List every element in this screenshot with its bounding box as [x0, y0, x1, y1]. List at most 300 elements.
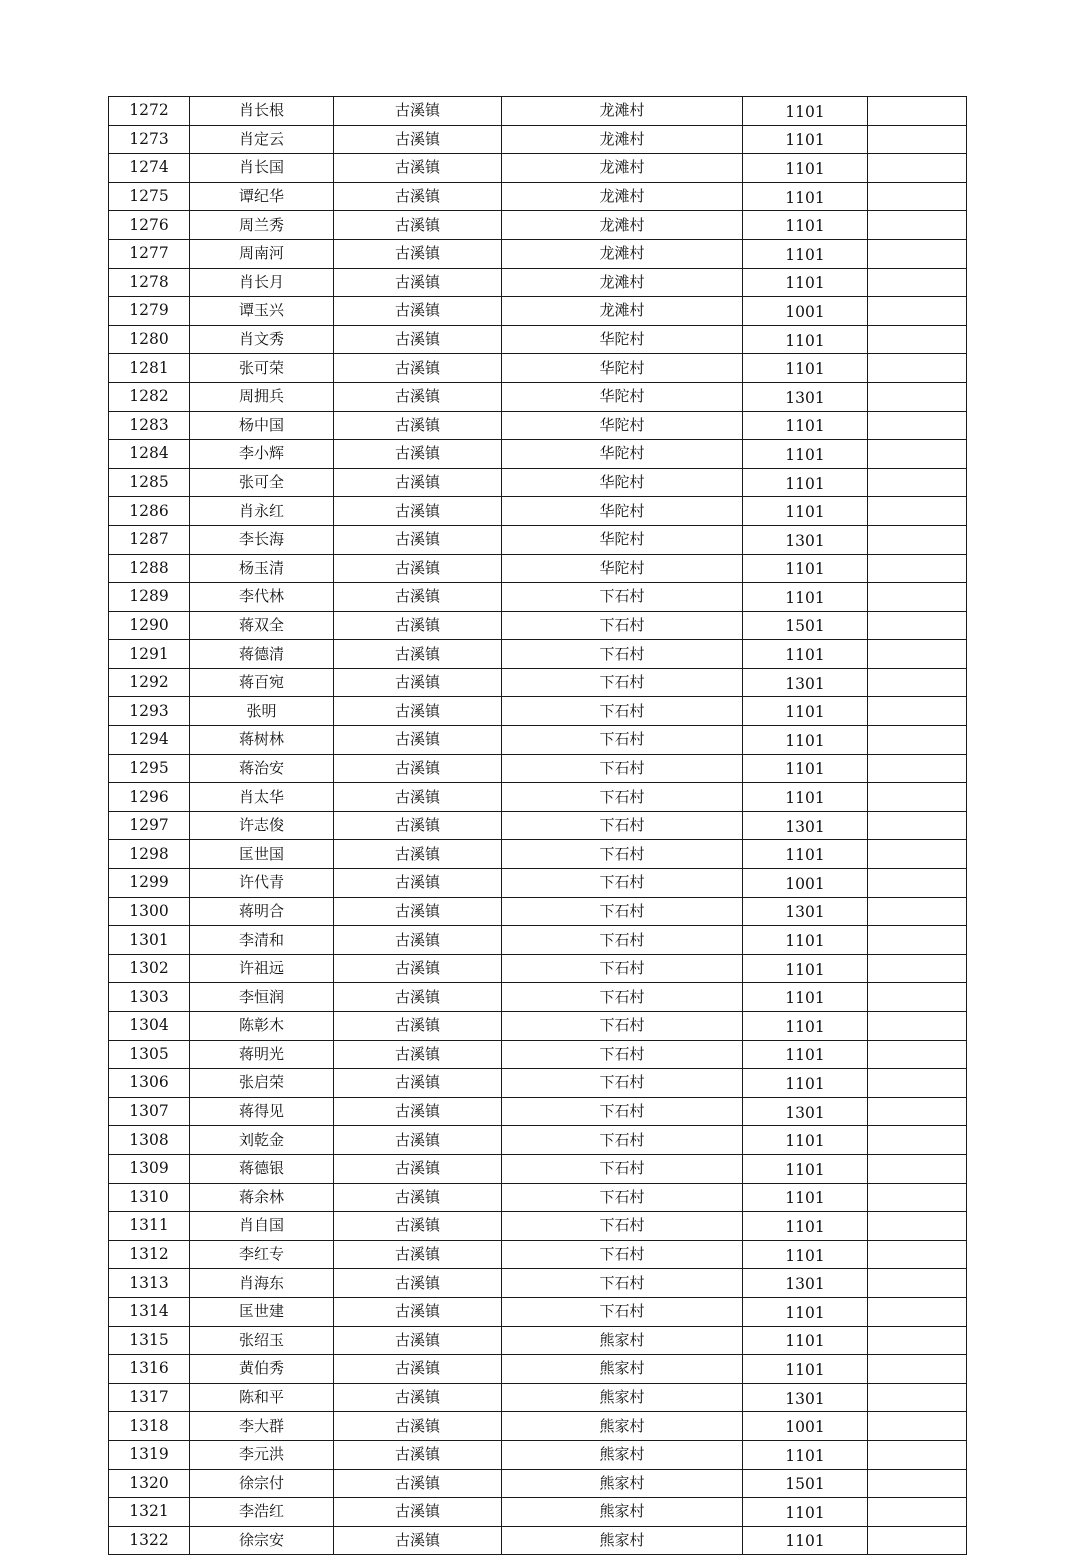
cell-seq: 1303 [109, 983, 190, 1012]
cell-name: 匡世国 [190, 840, 334, 869]
cell-name: 肖太华 [190, 783, 334, 812]
table-row [109, 1183, 967, 1212]
cell-seq: 1297 [109, 811, 190, 840]
cell-code: 1101 [743, 754, 868, 783]
cell-seq: 1299 [109, 869, 190, 898]
cell-town: 古溪镇 [334, 1240, 502, 1269]
cell-village: 下石村 [502, 1154, 743, 1183]
cell-town: 古溪镇 [334, 811, 502, 840]
cell-village: 熊家村 [502, 1469, 743, 1498]
cell-code: 1101 [743, 1212, 868, 1241]
cell-seq: 1294 [109, 726, 190, 755]
cell-note [868, 1212, 967, 1241]
cell-code: 1101 [743, 1126, 868, 1155]
cell-note [868, 297, 967, 326]
cell-village: 熊家村 [502, 1355, 743, 1384]
table-row [109, 1097, 967, 1126]
cell-note [868, 1069, 967, 1098]
cell-code: 1101 [743, 1326, 868, 1355]
cell-seq: 1296 [109, 783, 190, 812]
cell-village: 下石村 [502, 897, 743, 926]
table-row [109, 325, 967, 354]
cell-note [868, 1040, 967, 1069]
cell-code: 1101 [743, 440, 868, 469]
cell-code: 1001 [743, 1412, 868, 1441]
cell-name: 蒋明光 [190, 1040, 334, 1069]
cell-town: 古溪镇 [334, 1069, 502, 1098]
cell-code: 1001 [743, 869, 868, 898]
table-row [109, 726, 967, 755]
cell-name: 肖文秀 [190, 325, 334, 354]
cell-seq: 1276 [109, 211, 190, 240]
cell-seq: 1272 [109, 97, 190, 126]
cell-name: 杨玉清 [190, 554, 334, 583]
cell-name: 蒋德清 [190, 640, 334, 669]
cell-code: 1101 [743, 268, 868, 297]
cell-code: 1101 [743, 211, 868, 240]
cell-code: 1101 [743, 1440, 868, 1469]
cell-name: 李大群 [190, 1412, 334, 1441]
cell-name: 蒋树林 [190, 726, 334, 755]
cell-note [868, 1326, 967, 1355]
cell-note [868, 1469, 967, 1498]
cell-name: 蒋余林 [190, 1183, 334, 1212]
table-row [109, 1040, 967, 1069]
cell-village: 华陀村 [502, 382, 743, 411]
table-row [109, 897, 967, 926]
cell-town: 古溪镇 [334, 1526, 502, 1555]
cell-town: 古溪镇 [334, 1383, 502, 1412]
cell-town: 古溪镇 [334, 125, 502, 154]
table-row [109, 811, 967, 840]
cell-code: 1101 [743, 554, 868, 583]
cell-village: 熊家村 [502, 1526, 743, 1555]
cell-name: 肖长月 [190, 268, 334, 297]
cell-seq: 1283 [109, 411, 190, 440]
cell-seq: 1306 [109, 1069, 190, 1098]
cell-note [868, 268, 967, 297]
cell-note [868, 211, 967, 240]
cell-village: 华陀村 [502, 354, 743, 383]
cell-code: 1101 [743, 840, 868, 869]
cell-name: 张可荣 [190, 354, 334, 383]
cell-name: 陈彰木 [190, 1012, 334, 1041]
cell-code: 1101 [743, 1297, 868, 1326]
cell-note [868, 640, 967, 669]
table-row [109, 468, 967, 497]
cell-name: 肖定云 [190, 125, 334, 154]
cell-code: 1101 [743, 640, 868, 669]
cell-code: 1101 [743, 1498, 868, 1527]
cell-code: 1101 [743, 926, 868, 955]
cell-note [868, 411, 967, 440]
cell-village: 龙滩村 [502, 182, 743, 211]
table-row [109, 1269, 967, 1298]
cell-name: 肖自国 [190, 1212, 334, 1241]
table-row [109, 354, 967, 383]
cell-code: 1301 [743, 1269, 868, 1298]
cell-code: 1101 [743, 1012, 868, 1041]
cell-name: 蒋百宛 [190, 668, 334, 697]
cell-note [868, 811, 967, 840]
cell-village: 下石村 [502, 1012, 743, 1041]
table-row [109, 97, 967, 126]
cell-town: 古溪镇 [334, 211, 502, 240]
cell-village: 华陀村 [502, 525, 743, 554]
cell-town: 古溪镇 [334, 268, 502, 297]
cell-name: 许祖远 [190, 954, 334, 983]
table-row [109, 840, 967, 869]
cell-seq: 1286 [109, 497, 190, 526]
table-row [109, 1297, 967, 1326]
cell-seq: 1288 [109, 554, 190, 583]
table-row [109, 1126, 967, 1155]
cell-town: 古溪镇 [334, 983, 502, 1012]
cell-note [868, 1154, 967, 1183]
cell-note [868, 611, 967, 640]
cell-village: 龙滩村 [502, 211, 743, 240]
table-row [109, 182, 967, 211]
cell-code: 1101 [743, 1154, 868, 1183]
cell-town: 古溪镇 [334, 1012, 502, 1041]
table-row [109, 1012, 967, 1041]
cell-village: 下石村 [502, 754, 743, 783]
table-row [109, 983, 967, 1012]
cell-code: 1101 [743, 1040, 868, 1069]
cell-code: 1001 [743, 297, 868, 326]
cell-village: 下石村 [502, 726, 743, 755]
cell-name: 杨中国 [190, 411, 334, 440]
table-row [109, 411, 967, 440]
cell-village: 下石村 [502, 811, 743, 840]
cell-code: 1101 [743, 583, 868, 612]
cell-code: 1301 [743, 897, 868, 926]
cell-note [868, 1526, 967, 1555]
cell-seq: 1319 [109, 1440, 190, 1469]
cell-name: 肖海东 [190, 1269, 334, 1298]
cell-village: 龙滩村 [502, 154, 743, 183]
cell-code: 1301 [743, 525, 868, 554]
cell-code: 1101 [743, 983, 868, 1012]
cell-village: 熊家村 [502, 1326, 743, 1355]
cell-village: 下石村 [502, 926, 743, 955]
cell-village: 华陀村 [502, 440, 743, 469]
cell-note [868, 125, 967, 154]
cell-code: 1101 [743, 726, 868, 755]
cell-code: 1101 [743, 468, 868, 497]
cell-seq: 1287 [109, 525, 190, 554]
cell-village: 下石村 [502, 869, 743, 898]
cell-town: 古溪镇 [334, 354, 502, 383]
cell-code: 1101 [743, 154, 868, 183]
table-row [109, 1326, 967, 1355]
cell-name: 蒋得见 [190, 1097, 334, 1126]
cell-village: 下石村 [502, 668, 743, 697]
cell-village: 下石村 [502, 583, 743, 612]
cell-note [868, 869, 967, 898]
cell-village: 华陀村 [502, 497, 743, 526]
cell-seq: 1314 [109, 1297, 190, 1326]
table-row [109, 125, 967, 154]
cell-seq: 1282 [109, 382, 190, 411]
cell-seq: 1321 [109, 1498, 190, 1527]
cell-note [868, 1383, 967, 1412]
cell-note [868, 954, 967, 983]
table-row [109, 954, 967, 983]
cell-name: 许代青 [190, 869, 334, 898]
cell-note [868, 668, 967, 697]
cell-town: 古溪镇 [334, 1212, 502, 1241]
cell-village: 下石村 [502, 640, 743, 669]
cell-town: 古溪镇 [334, 382, 502, 411]
cell-code: 1301 [743, 382, 868, 411]
cell-note [868, 583, 967, 612]
cell-seq: 1302 [109, 954, 190, 983]
cell-town: 古溪镇 [334, 1469, 502, 1498]
cell-town: 古溪镇 [334, 1355, 502, 1384]
cell-town: 古溪镇 [334, 497, 502, 526]
cell-town: 古溪镇 [334, 525, 502, 554]
table-row [109, 211, 967, 240]
cell-name: 肖长根 [190, 97, 334, 126]
cell-seq: 1308 [109, 1126, 190, 1155]
cell-note [868, 1498, 967, 1527]
cell-note [868, 926, 967, 955]
cell-seq: 1293 [109, 697, 190, 726]
cell-village: 下石村 [502, 1297, 743, 1326]
cell-code: 1501 [743, 1469, 868, 1498]
cell-seq: 1312 [109, 1240, 190, 1269]
cell-name: 张启荣 [190, 1069, 334, 1098]
cell-note [868, 239, 967, 268]
table-row [109, 1498, 967, 1527]
cell-code: 1501 [743, 611, 868, 640]
table-row [109, 497, 967, 526]
cell-note [868, 440, 967, 469]
cell-village: 下石村 [502, 954, 743, 983]
cell-name: 李红专 [190, 1240, 334, 1269]
cell-note [868, 1126, 967, 1155]
cell-town: 古溪镇 [334, 154, 502, 183]
cell-note [868, 897, 967, 926]
cell-name: 张可全 [190, 468, 334, 497]
table-row [109, 583, 967, 612]
cell-name: 蒋明合 [190, 897, 334, 926]
table-row [109, 1154, 967, 1183]
cell-note [868, 1412, 967, 1441]
table-row [109, 697, 967, 726]
cell-town: 古溪镇 [334, 840, 502, 869]
cell-village: 下石村 [502, 1212, 743, 1241]
cell-seq: 1316 [109, 1355, 190, 1384]
cell-note [868, 97, 967, 126]
cell-town: 古溪镇 [334, 583, 502, 612]
cell-town: 古溪镇 [334, 1183, 502, 1212]
cell-name: 李元洪 [190, 1440, 334, 1469]
cell-name: 张明 [190, 697, 334, 726]
cell-town: 古溪镇 [334, 1412, 502, 1441]
cell-seq: 1315 [109, 1326, 190, 1355]
cell-village: 华陀村 [502, 468, 743, 497]
cell-town: 古溪镇 [334, 1040, 502, 1069]
cell-town: 古溪镇 [334, 726, 502, 755]
cell-seq: 1300 [109, 897, 190, 926]
cell-town: 古溪镇 [334, 897, 502, 926]
cell-town: 古溪镇 [334, 97, 502, 126]
cell-code: 1101 [743, 1355, 868, 1384]
cell-note [868, 840, 967, 869]
cell-village: 华陀村 [502, 411, 743, 440]
cell-village: 熊家村 [502, 1440, 743, 1469]
cell-village: 龙滩村 [502, 297, 743, 326]
cell-note [868, 1440, 967, 1469]
cell-seq: 1301 [109, 926, 190, 955]
cell-village: 熊家村 [502, 1498, 743, 1527]
cell-seq: 1291 [109, 640, 190, 669]
cell-name: 张绍玉 [190, 1326, 334, 1355]
cell-name: 黄伯秀 [190, 1355, 334, 1384]
cell-town: 古溪镇 [334, 1097, 502, 1126]
cell-seq: 1311 [109, 1212, 190, 1241]
cell-note [868, 1183, 967, 1212]
cell-town: 古溪镇 [334, 640, 502, 669]
cell-name: 徐宗付 [190, 1469, 334, 1498]
cell-name: 蒋治安 [190, 754, 334, 783]
cell-name: 李长海 [190, 525, 334, 554]
table-row [109, 754, 967, 783]
cell-seq: 1307 [109, 1097, 190, 1126]
cell-village: 下石村 [502, 983, 743, 1012]
cell-code: 1301 [743, 668, 868, 697]
cell-village: 熊家村 [502, 1383, 743, 1412]
cell-seq: 1292 [109, 668, 190, 697]
cell-code: 1101 [743, 1183, 868, 1212]
cell-code: 1101 [743, 325, 868, 354]
cell-note [868, 182, 967, 211]
table-row [109, 1212, 967, 1241]
cell-village: 下石村 [502, 1040, 743, 1069]
cell-village: 下石村 [502, 1240, 743, 1269]
table-row [109, 1355, 967, 1384]
cell-seq: 1304 [109, 1012, 190, 1041]
cell-town: 古溪镇 [334, 783, 502, 812]
cell-note [868, 1355, 967, 1384]
cell-seq: 1298 [109, 840, 190, 869]
cell-village: 龙滩村 [502, 97, 743, 126]
cell-village: 龙滩村 [502, 125, 743, 154]
cell-village: 华陀村 [502, 554, 743, 583]
cell-seq: 1279 [109, 297, 190, 326]
cell-seq: 1290 [109, 611, 190, 640]
cell-town: 古溪镇 [334, 1297, 502, 1326]
cell-seq: 1305 [109, 1040, 190, 1069]
cell-village: 熊家村 [502, 1412, 743, 1441]
cell-village: 龙滩村 [502, 239, 743, 268]
cell-name: 李浩红 [190, 1498, 334, 1527]
cell-code: 1301 [743, 1097, 868, 1126]
table-row [109, 1412, 967, 1441]
cell-note [868, 354, 967, 383]
register-table-body [109, 97, 967, 1555]
cell-town: 古溪镇 [334, 411, 502, 440]
cell-code: 1101 [743, 497, 868, 526]
cell-seq: 1309 [109, 1154, 190, 1183]
cell-town: 古溪镇 [334, 1154, 502, 1183]
cell-town: 古溪镇 [334, 325, 502, 354]
cell-seq: 1317 [109, 1383, 190, 1412]
cell-name: 匡世建 [190, 1297, 334, 1326]
cell-name: 肖长国 [190, 154, 334, 183]
cell-town: 古溪镇 [334, 1440, 502, 1469]
table-row [109, 783, 967, 812]
cell-note [868, 497, 967, 526]
cell-village: 下石村 [502, 697, 743, 726]
table-row [109, 1383, 967, 1412]
cell-name: 谭玉兴 [190, 297, 334, 326]
cell-seq: 1285 [109, 468, 190, 497]
table-row [109, 1069, 967, 1098]
cell-village: 下石村 [502, 611, 743, 640]
cell-note [868, 1012, 967, 1041]
cell-village: 华陀村 [502, 325, 743, 354]
cell-code: 1101 [743, 182, 868, 211]
cell-code: 1101 [743, 97, 868, 126]
cell-name: 肖永红 [190, 497, 334, 526]
cell-town: 古溪镇 [334, 468, 502, 497]
cell-town: 古溪镇 [334, 1498, 502, 1527]
table-row [109, 554, 967, 583]
cell-name: 徐宗安 [190, 1526, 334, 1555]
cell-seq: 1275 [109, 182, 190, 211]
cell-name: 周南河 [190, 239, 334, 268]
cell-town: 古溪镇 [334, 926, 502, 955]
cell-code: 1101 [743, 1069, 868, 1098]
cell-town: 古溪镇 [334, 297, 502, 326]
cell-town: 古溪镇 [334, 239, 502, 268]
cell-seq: 1289 [109, 583, 190, 612]
cell-note [868, 726, 967, 755]
cell-town: 古溪镇 [334, 182, 502, 211]
table-row [109, 926, 967, 955]
table-row [109, 1240, 967, 1269]
cell-name: 李清和 [190, 926, 334, 955]
cell-note [868, 525, 967, 554]
cell-village: 龙滩村 [502, 268, 743, 297]
cell-name: 李代林 [190, 583, 334, 612]
table-row [109, 525, 967, 554]
cell-note [868, 325, 967, 354]
cell-seq: 1318 [109, 1412, 190, 1441]
cell-name: 刘乾金 [190, 1126, 334, 1155]
cell-name: 蒋双全 [190, 611, 334, 640]
cell-seq: 1280 [109, 325, 190, 354]
cell-town: 古溪镇 [334, 1269, 502, 1298]
cell-name: 蒋德银 [190, 1154, 334, 1183]
cell-code: 1101 [743, 239, 868, 268]
table-row [109, 382, 967, 411]
cell-seq: 1277 [109, 239, 190, 268]
cell-town: 古溪镇 [334, 1326, 502, 1355]
table-row [109, 239, 967, 268]
cell-name: 周拥兵 [190, 382, 334, 411]
cell-note [868, 1269, 967, 1298]
cell-town: 古溪镇 [334, 754, 502, 783]
cell-town: 古溪镇 [334, 697, 502, 726]
cell-town: 古溪镇 [334, 869, 502, 898]
table-row [109, 154, 967, 183]
cell-code: 1101 [743, 697, 868, 726]
table-row [109, 869, 967, 898]
